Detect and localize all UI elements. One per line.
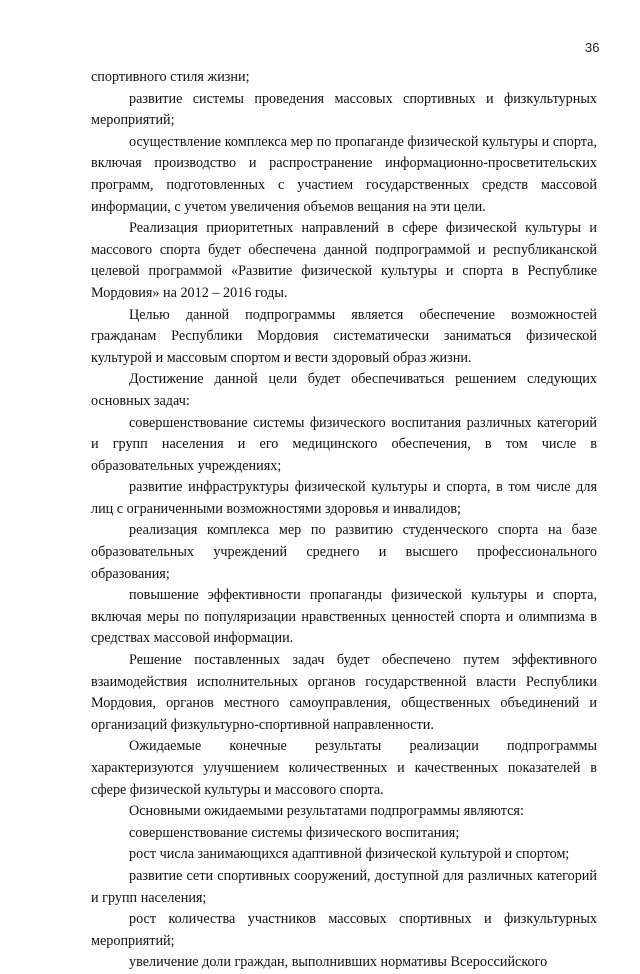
paragraph: Ожидаемые конечные результаты реализации подпрограммы характеризуются улучшением количественных и качественных показателей в сфере физической культуры и массового спорта. (91, 738, 597, 798)
paragraph: увеличение доли граждан, выполнивших нормативы Всероссийского (129, 954, 548, 971)
page-number: 36 (585, 40, 600, 55)
paragraph: осуществление комплекса мер по пропаганде физической культуры и спорта, включая производство и распространение информационно-просветительских программ, подготовленных с участием государственных средств массовой информации, с учетом увеличения объемов вещания на эти цели. (91, 133, 597, 215)
paragraph: Реализация приоритетных направлений в сфере физической культуры и массового спорта будет обеспечена данной подпрограммой и республиканской целевой программой «Развитие физической культуры и спорта в Республике Мордовия» на 2012 – 2016 годы. (91, 220, 597, 301)
paragraph: Решение поставленных задач будет обеспечено путем эффективного взаимодействия исполнительных органов государственной власти Республики Мордовия, органов местного самоуправления, общественных объединений и организаций физкультурно-спортивной направленности. (91, 652, 597, 733)
paragraph: развитие инфраструктуры физической культуры и спорта, в том числе для лиц с ограниченными возможностями здоровья и инвалидов; (91, 479, 597, 517)
paragraph: рост количества участников массовых спортивных и физкультурных мероприятий; (91, 911, 597, 949)
document-body (91, 67, 597, 974)
paragraph: Основными ожидаемыми результатами подпрограммы являются: (129, 803, 524, 820)
paragraph: спортивного стиля жизни; (91, 69, 250, 85)
paragraph: реализация комплекса мер по развитию студенческого спорта на базе образовательных учреждений среднего и высшего профессионального образования; (91, 522, 597, 582)
paragraph: повышение эффективности пропаганды физической культуры и спорта, включая меры по популяризации нравственных ценностей спорта и олимпизма в средствах массовой информации. (91, 587, 597, 647)
paragraph: совершенствование системы физического воспитания; (129, 824, 460, 841)
paragraph: Целью данной подпрограммы является обеспечение возможностей гражданам Республики Мордовия систематически заниматься физической культурой и массовым спортом и вести здоровый образ жизни. (91, 306, 597, 366)
paragraph: развитие сети спортивных сооружений, доступной для различных категорий и групп населения; (91, 867, 597, 906)
paragraph: развитие системы проведения массовых спортивных и физкультурных мероприятий; (91, 90, 597, 129)
paragraph: Достижение данной цели будет обеспечиваться решением следующих основных задач: (91, 371, 597, 409)
paragraph: рост числа занимающихся адаптивной физической культурой и спортом; (129, 846, 570, 863)
paragraph: совершенствование системы физического воспитания различных категорий и групп населения и его медицинского обеспечения, в том числе в образовательных учреждениях; (91, 414, 597, 474)
